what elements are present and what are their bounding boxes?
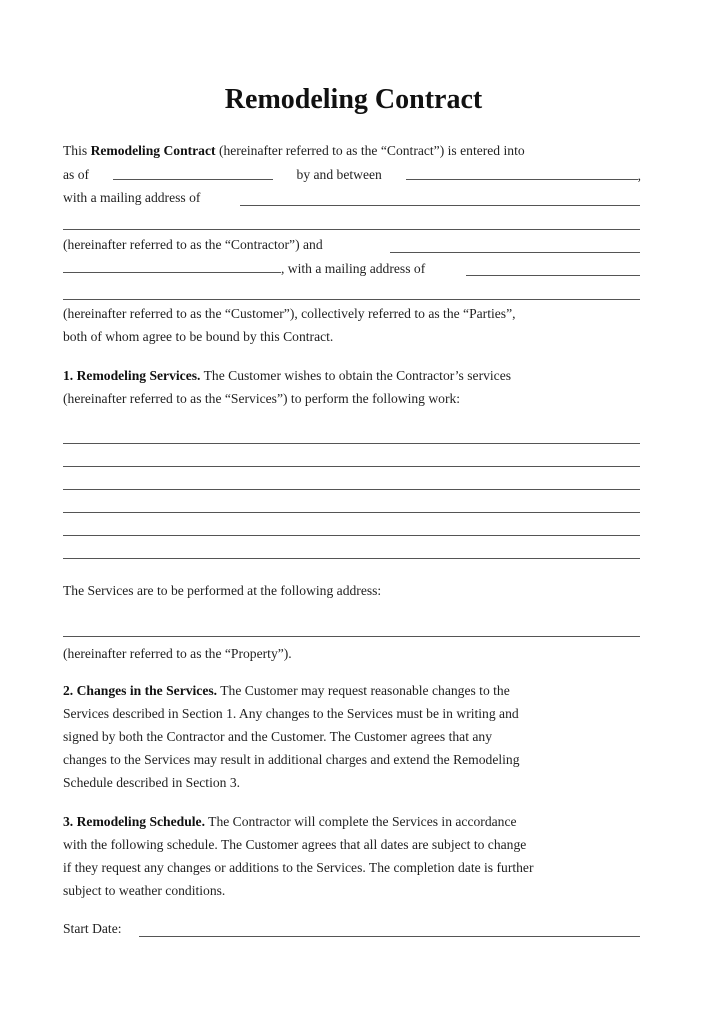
- work-line-5[interactable]: [63, 535, 640, 536]
- contractor-address-blank-2[interactable]: [63, 229, 640, 230]
- section2-line-2: Services described in Section 1. Any changes to the Services must be in writing and: [63, 706, 519, 721]
- start-date-blank[interactable]: [139, 936, 640, 937]
- section3-heading: 3. Remodeling Schedule.: [63, 814, 205, 829]
- start-date-label: Start Date:: [63, 921, 122, 936]
- work-line-6[interactable]: [63, 558, 640, 559]
- section2-line-3: signed by both the Contractor and the Customer. The Customer agrees that any: [63, 729, 492, 744]
- section2-line-5: Schedule described in Section 3.: [63, 775, 241, 790]
- customer-name-blank[interactable]: [390, 252, 640, 253]
- customer-name-blank-2[interactable]: [63, 260, 281, 273]
- section3-line-4: subject to weather conditions.: [63, 883, 226, 898]
- intro-line-4: (hereinafter referred to as the “Contractor”) and: [63, 237, 323, 252]
- intro-line-5: , with a mailing address of: [63, 260, 641, 277]
- section1-heading: 1. Remodeling Services.: [63, 368, 201, 383]
- section2-line-1: 2. Changes in the Services. The Customer may request reasonable changes to the: [63, 683, 510, 698]
- intro-line-2: as of by and between ,: [63, 167, 641, 183]
- intro-line-3: with a mailing address of: [63, 190, 201, 205]
- section2-heading: 2. Changes in the Services.: [63, 683, 218, 698]
- intro-line-6: (hereinafter referred to as the “Customer”), collectively referred to as the “Parties”,: [63, 306, 516, 321]
- work-line-1[interactable]: [63, 443, 640, 444]
- work-line-4[interactable]: [63, 512, 640, 513]
- section2-line-4: changes to the Services may result in additional charges and extend the Remodeling: [63, 752, 520, 767]
- property-address-blank[interactable]: [63, 636, 640, 637]
- customer-address-blank-2[interactable]: [63, 299, 640, 300]
- address-prompt: The Services are to be performed at the following address:: [63, 583, 382, 598]
- page-title: Remodeling Contract: [224, 84, 483, 115]
- contract-name: Remodeling Contract: [90, 143, 216, 158]
- section3-line-1: 3. Remodeling Schedule. The Contractor will complete the Services in accordance: [63, 814, 517, 829]
- section1-line-2: (hereinafter referred to as the “Services”) to perform the following work:: [63, 391, 461, 406]
- intro-line-1: This Remodeling Contract (hereinafter referred to as the “Contract”) is entered into: [63, 143, 525, 158]
- contractor-name-blank[interactable]: [406, 167, 638, 180]
- property-ref: (hereinafter referred to as the “Property”).: [63, 646, 292, 661]
- work-line-2[interactable]: [63, 466, 640, 467]
- section3-line-3: if they request any changes or additions to the Services. The completion date is further: [63, 860, 534, 875]
- date-blank[interactable]: [113, 167, 273, 180]
- section1-line-1: 1. Remodeling Services. The Customer wishes to obtain the Contractor’s services: [63, 368, 512, 383]
- section3-line-2: with the following schedule. The Customer agrees that all dates are subject to change: [63, 837, 527, 852]
- intro-line-7: both of whom agree to be bound by this Contract.: [63, 329, 334, 344]
- customer-address-blank[interactable]: [466, 275, 640, 276]
- contractor-address-blank[interactable]: [240, 205, 640, 206]
- work-line-3[interactable]: [63, 489, 640, 490]
